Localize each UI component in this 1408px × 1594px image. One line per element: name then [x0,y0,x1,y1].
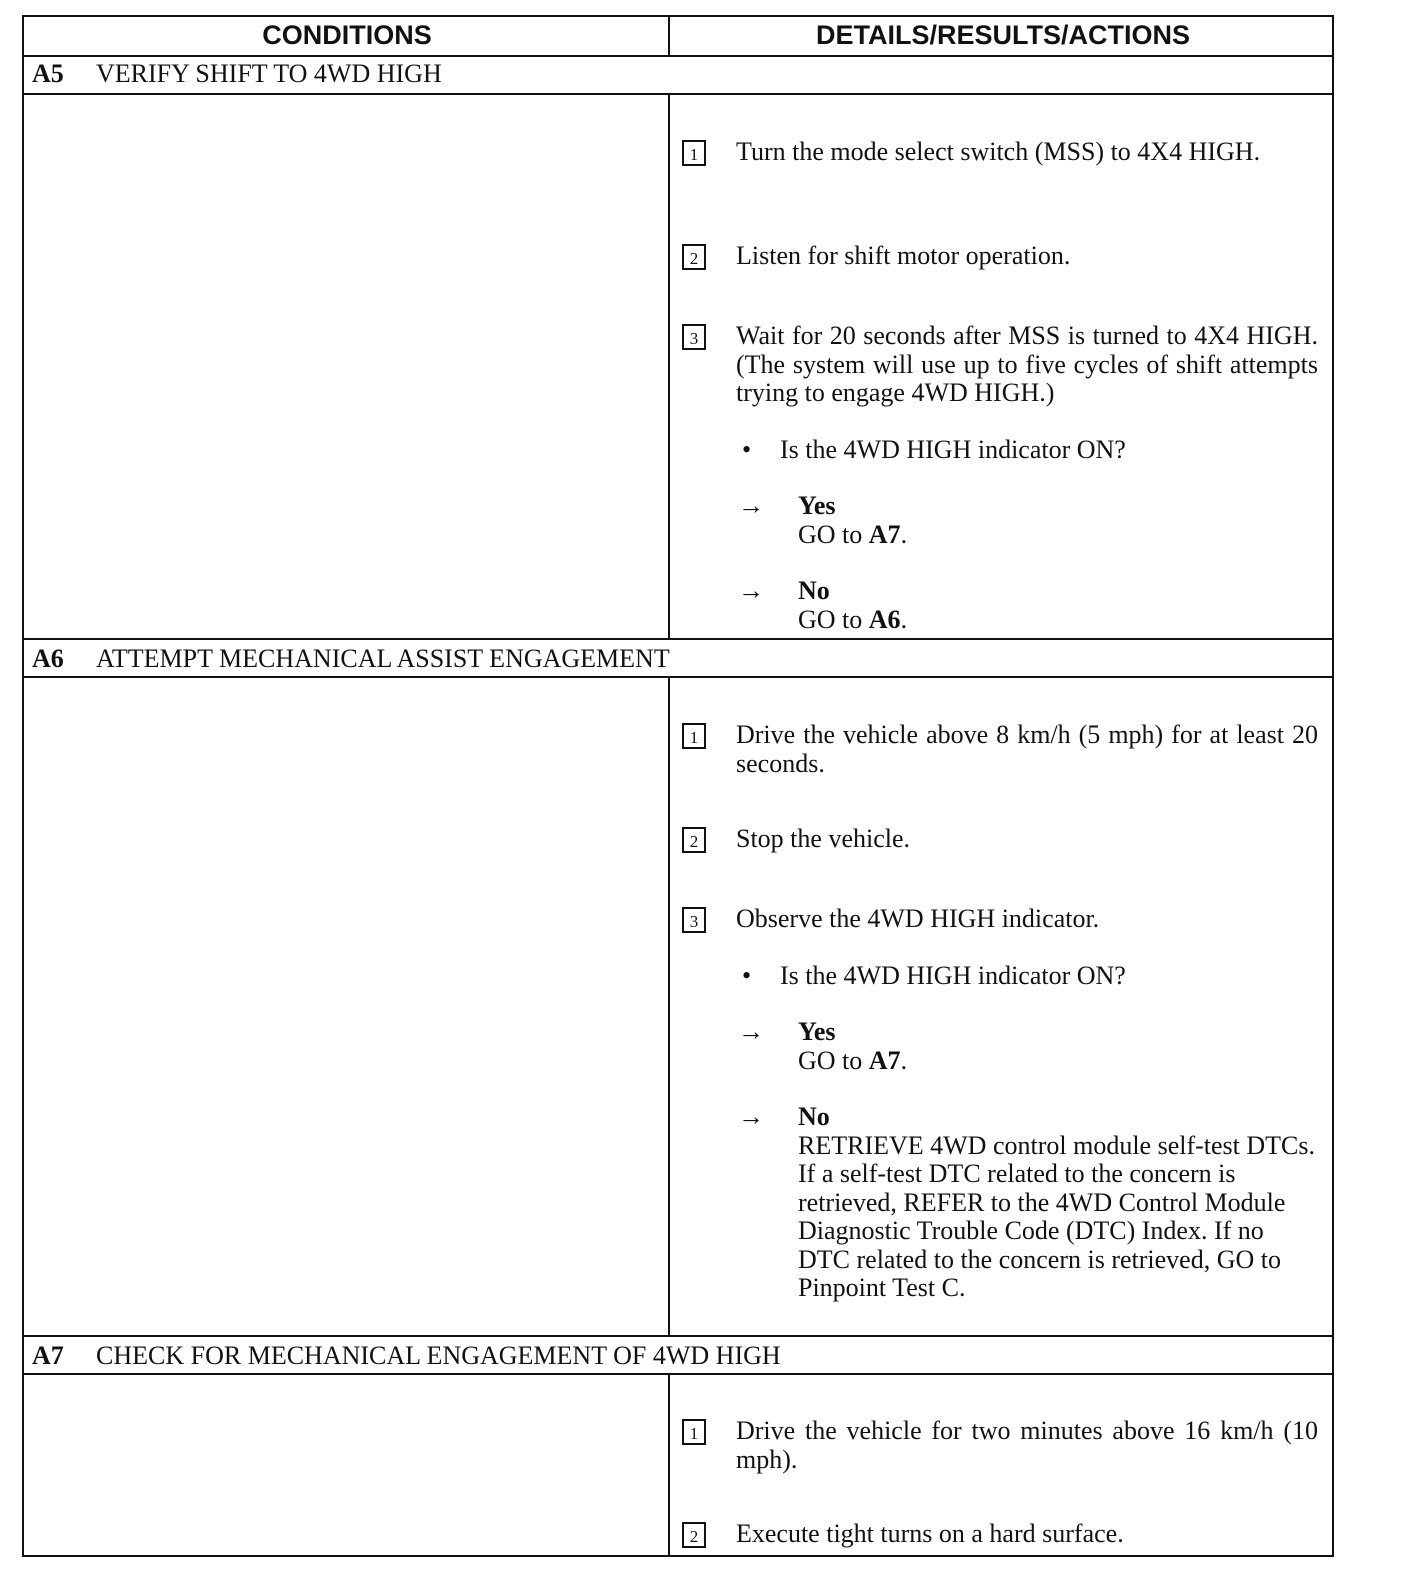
question [742,962,1318,991]
question-text: Is the 4WD HIGH indicator ON? [780,435,1126,464]
section-id: A5 [32,59,64,88]
goto-link[interactable]: A7 [868,519,901,549]
step-text: Stop the vehicle. [736,824,911,853]
step [682,242,1318,271]
step-number-box: 1 [682,1419,706,1445]
step-text: Execute tight turns on a hard surface. [736,1519,1124,1548]
arrow-icon: → [738,576,764,605]
question [742,436,1318,465]
goto-link[interactable]: A6 [868,604,901,634]
punct: . [900,519,908,549]
step-text: Listen for shift motor operation. [736,241,1071,270]
answer-action: GO to [798,1045,869,1075]
section-a5-header [24,55,1332,95]
answer-action: RETRIEVE 4WD control module self-test DTCs. If a self-test DTC related to the concern is retrieved, REFER to the 4WD Control Module Diagnostic Trouble Code (DTC) Index. If no DTC related to the concern is retrieved, GO to Pinpoint Test C. [798,1130,1316,1302]
arrow-icon: → [738,491,764,520]
step-text: Drive the vehicle above 8 km/h (5 mph) for at least 20 seconds. [736,720,1318,778]
answer-no [738,1103,1318,1303]
answer-yes [738,492,1318,549]
answer-action: GO to [798,604,869,634]
step-number-box: 1 [682,140,706,166]
step-text: Observe the 4WD HIGH indicator. [736,904,1100,933]
step [682,721,1318,778]
conditions-cell [24,95,668,640]
divider [668,17,670,57]
answer-label: No [798,576,830,605]
step-number-box: 2 [682,1522,706,1548]
section-title: ATTEMPT MECHANICAL ASSIST ENGAGEMENT [96,644,670,673]
conditions-cell [24,1375,668,1557]
step-text: Turn the mode select switch (MSS) to 4X4 HIGH. [736,137,1261,166]
bullet-icon: • [742,961,752,990]
section-title: VERIFY SHIFT TO 4WD HIGH [96,59,442,88]
step [682,1520,1318,1549]
section-a7-header [24,1335,1332,1375]
question-text: Is the 4WD HIGH indicator ON? [780,961,1126,990]
answer-yes [738,1018,1318,1075]
step-text: Wait for 20 seconds after MSS is turned to 4X4 HIGH. (The system will use up to five cycles of shift attempts trying to engage 4WD HIGH.) [736,321,1318,407]
section-id: A6 [32,644,64,673]
answer-label: Yes [798,1017,836,1046]
goto-link[interactable]: A7 [868,1045,901,1075]
step [682,905,1318,934]
conditions-header: CONDITIONS [262,20,432,50]
punct: . [900,604,908,634]
step-text: Drive the vehicle for two minutes above 16 km/h (10 mph). [736,1416,1318,1474]
answer-action: GO to [798,519,869,549]
step [682,825,1318,854]
table-header [24,17,1332,57]
details-header: DETAILS/RESULTS/ACTIONS [815,20,1190,50]
answer-label: Yes [798,491,836,520]
step-number-box: 2 [682,827,706,853]
punct: . [900,1045,908,1075]
section-a6-header [24,638,1332,678]
diagnostic-table [22,15,1334,1557]
step-number-box: 3 [682,324,706,350]
step [682,138,1318,167]
details-cell-a7 [670,1375,1332,1557]
step [682,322,1318,408]
answer-label: No [798,1102,830,1131]
step-number-box: 3 [682,907,706,933]
step-number-box: 2 [682,244,706,270]
arrow-icon: → [738,1102,764,1131]
details-cell-a6 [670,678,1332,1335]
bullet-icon: • [742,435,752,464]
conditions-cell [24,678,668,1335]
step [682,1417,1318,1474]
details-cell-a5 [670,95,1332,640]
answer-no [738,577,1318,634]
section-title: CHECK FOR MECHANICAL ENGAGEMENT OF 4WD HIGH [96,1341,781,1370]
section-id: A7 [32,1341,64,1370]
arrow-icon: → [738,1017,764,1046]
step-number-box: 1 [682,723,706,749]
